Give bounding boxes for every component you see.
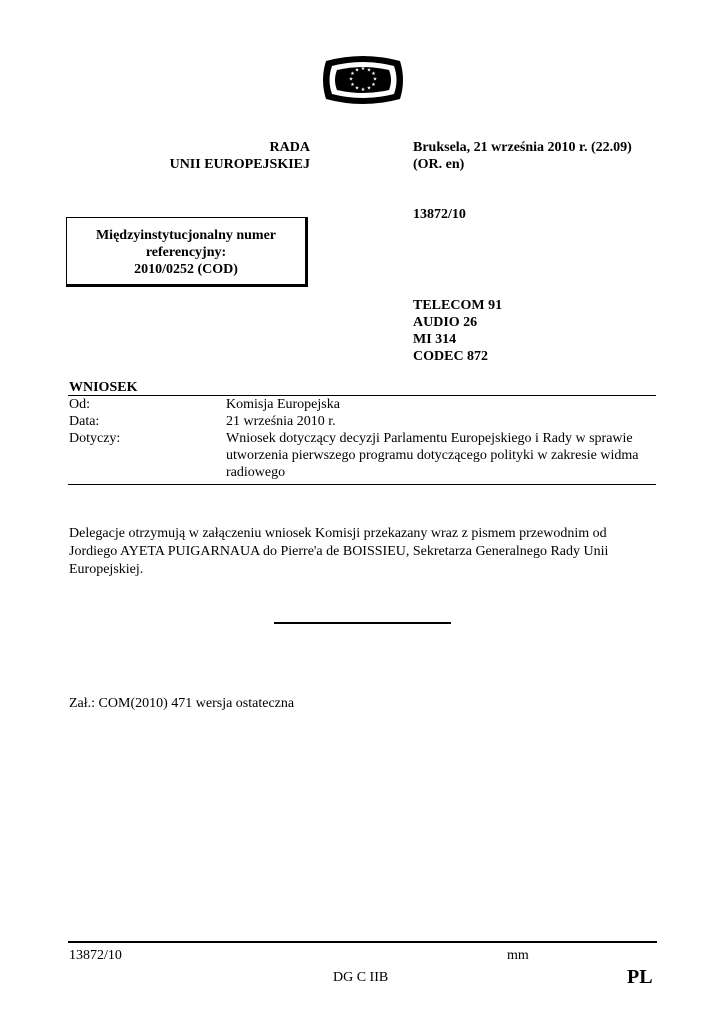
reference-box — [66, 217, 308, 287]
reference-line-2: referencyjny: — [145, 245, 227, 260]
row-label: Od: — [69, 397, 90, 412]
dateline-line-1: Bruksela, 21 września 2010 r. (22.09) — [413, 140, 632, 155]
code-item: TELECOM 91 — [413, 298, 503, 313]
svg-text:★: ★ — [372, 76, 378, 83]
table-row-subject — [68, 430, 656, 481]
body-line: Europejskiej. — [69, 562, 144, 577]
wniosek-title: WNIOSEK — [69, 380, 138, 395]
code-item: AUDIO 26 — [413, 315, 478, 330]
table-bottom-rule — [68, 484, 656, 485]
row-value — [226, 430, 656, 481]
row-value: Komisja Europejska — [226, 397, 340, 412]
svg-text:★: ★ — [371, 71, 376, 77]
code-item: CODEC 872 — [413, 349, 489, 364]
body-line: Jordiego AYETA PUIGARNAUA do Pierre'a de BOISSIEU, Sekretarza Generalnego Rady Unii — [69, 544, 609, 559]
footer-language-code: PL — [627, 966, 653, 988]
table-row-date — [68, 413, 656, 430]
svg-text:★: ★ — [354, 85, 360, 92]
footer-doc-number: 13872/10 — [69, 948, 122, 963]
reference-line-1: Międzyinstytucjonalny numer — [95, 228, 277, 243]
annex-reference: Zał.: COM(2010) 471 wersja ostateczna — [69, 696, 295, 711]
svg-text:★: ★ — [350, 71, 355, 77]
document-number: 13872/10 — [413, 207, 466, 222]
council-line-2: UNII EUROPEJSKIEJ — [169, 157, 310, 172]
footer-dg: DG C IIB — [333, 970, 389, 985]
council-line-1: RADA — [269, 140, 310, 155]
svg-text:★: ★ — [354, 67, 360, 74]
body-line: Delegacje otrzymują w załączeniu wniosek Komisji przekazany wraz z pismem przewodnim od — [69, 526, 607, 541]
council-name — [160, 139, 310, 173]
svg-text:★: ★ — [371, 82, 376, 88]
subject-line: radiowego — [226, 465, 286, 480]
row-value: 21 września 2010 r. — [226, 414, 336, 429]
metadata-table — [68, 395, 656, 485]
footer-initials: mm — [507, 948, 529, 963]
dateline — [413, 139, 673, 173]
row-label: Dotyczy: — [69, 431, 121, 446]
row-label: Data: — [69, 414, 100, 429]
body-paragraph — [69, 525, 659, 579]
subject-line: Wniosek dotyczący decyzji Parlamentu Europejskiego i Rady w sprawie — [226, 431, 633, 446]
dateline-line-2: (OR. en) — [413, 157, 465, 172]
council-emblem-icon — [318, 55, 408, 105]
code-item: MI 314 — [413, 332, 457, 347]
svg-text:★: ★ — [366, 67, 372, 74]
subject-codes — [413, 297, 502, 365]
svg-text:★: ★ — [366, 85, 372, 92]
svg-text:★: ★ — [360, 66, 366, 72]
footer-rule — [68, 941, 657, 943]
table-row-from — [68, 396, 656, 413]
svg-text:★: ★ — [360, 87, 366, 93]
svg-text:★: ★ — [348, 76, 354, 83]
subject-line: utworzenia pierwszego programu dotyczącego polityki w zakresie widma — [226, 448, 639, 463]
svg-text:★: ★ — [350, 82, 355, 88]
separator-line — [274, 622, 451, 624]
reference-line-3: 2010/0252 (COD) — [134, 262, 238, 277]
